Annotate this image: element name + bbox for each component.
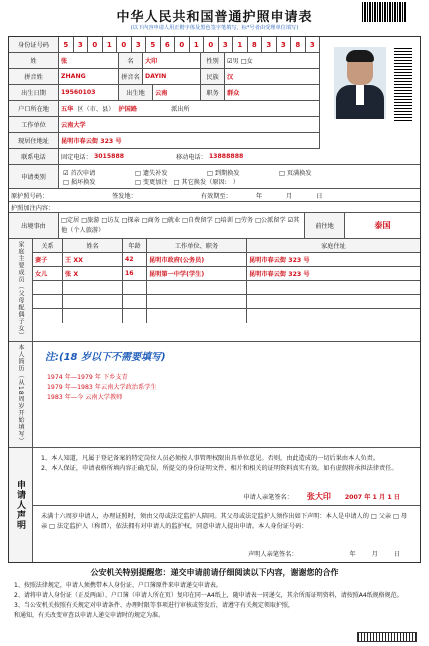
family-cell-addr[interactable]: 昆明市春云街 323 号 xyxy=(249,257,310,264)
position-label: 职务 xyxy=(201,85,225,100)
id-digit: 0 xyxy=(175,37,190,52)
personal-info-block xyxy=(9,37,420,149)
family-cell-work[interactable] xyxy=(147,295,247,308)
application-form xyxy=(8,36,421,563)
phone-label: 联系电话 xyxy=(9,149,59,164)
signature-line[interactable] xyxy=(243,492,400,503)
id-digit: 3 xyxy=(132,37,147,52)
id-digit: 3 xyxy=(74,37,89,52)
family-cell-work[interactable] xyxy=(147,309,247,323)
decl-month: 月 xyxy=(371,550,378,558)
family-cell-age[interactable]: 16 xyxy=(123,267,147,280)
sign-date: 2007 年 1 月 1 日 xyxy=(344,493,400,501)
old-passport-row xyxy=(9,189,420,201)
workunit-field[interactable]: 云南大学 xyxy=(61,122,86,129)
phone-field[interactable] xyxy=(59,149,420,164)
family-cell-addr[interactable]: 昆明市春云街 323 号 xyxy=(249,271,310,278)
destination-label: 前往地 xyxy=(305,213,345,238)
family-cell-name[interactable]: 张 X xyxy=(63,267,123,280)
family-row xyxy=(33,281,420,295)
purpose-options[interactable]: □定居 □旅游 □访友 □探亲 □商务 □就业 □自费留学 □培训 □劳务 □公派留学 ☑其他（个人旅游） xyxy=(59,213,305,238)
home-phone-value: 3015888 xyxy=(93,153,125,160)
gender-label: 性别 xyxy=(201,53,225,68)
note-item: 2、请将申请人身份证（正反两面）、户口簿（申请人所在页）复印在同一A4纸上，随申请表一同递交，其余所需证明资料，请按照A4纸规格规范。 xyxy=(14,592,403,599)
category-option[interactable]: □ 遗失补发 xyxy=(135,169,168,177)
old-passport-label: 原护照号码： xyxy=(11,192,49,200)
guardian-text: 未满十六周岁申请人，办理证照时，须由父母或法定监护人陪同。其父母或法定监护人须作出如下声明：本人是申请人的 □ 父亲 □ 母亲 □ 法定监护人（称谓），依法拥有对申请人的监护权，同意申请人提出申请。本人身份证号码： xyxy=(41,512,408,530)
hukou-road: 护国路 xyxy=(118,106,138,113)
family-cell-rel[interactable] xyxy=(33,295,63,308)
id-digit: 8 xyxy=(248,37,263,52)
barcode-image xyxy=(362,2,406,22)
declaration-item-1: 1、本人知道，凡属于登记备案的特定岗位人员必须按人事管理权限出具单位意见。否则，由此造成的一切后果由本人负责。 xyxy=(41,454,380,462)
declaration-section xyxy=(9,448,420,562)
signature: 张大印 xyxy=(306,491,331,501)
category-label: 申请类别 xyxy=(9,165,59,188)
family-cell-work[interactable]: 昆明第一中学(学生) xyxy=(147,267,247,280)
family-cell-rel[interactable]: 妻子 xyxy=(33,253,63,266)
birthplace-field[interactable]: 云南 xyxy=(153,85,201,100)
family-row xyxy=(33,253,420,267)
mobile-label: 移动电话： xyxy=(175,154,207,161)
note-item: 和通知，有关改变审查以申请人递交申请时的规定为准。 xyxy=(14,612,165,619)
vertical-barcode xyxy=(394,47,412,121)
pinyin-given-field[interactable]: DAYIN xyxy=(143,69,201,84)
family-cell-addr[interactable] xyxy=(247,281,420,294)
resume-line: 1983 年—今 云南大学教师 xyxy=(47,394,123,401)
id-digit: 3 xyxy=(277,37,292,52)
family-row xyxy=(33,295,420,309)
family-cell-name[interactable] xyxy=(63,281,123,294)
applicant-photo xyxy=(334,47,386,119)
resume-body[interactable] xyxy=(33,342,420,432)
surname-field[interactable]: 张 xyxy=(59,53,119,68)
guardian-declaration xyxy=(33,506,420,562)
resume-line: 1979 年—1983 年云南大学政治系学生 xyxy=(47,384,157,391)
gender-options[interactable]: ☑男 □女 xyxy=(227,58,253,65)
family-header: 年龄 xyxy=(123,239,147,252)
family-cell-age[interactable]: 42 xyxy=(123,253,147,266)
family-cell-name[interactable] xyxy=(63,309,123,323)
family-label: 家庭主要成员（父母配偶子女） xyxy=(9,239,33,341)
id-digit: 8 xyxy=(291,37,306,52)
hukou-field[interactable] xyxy=(59,101,319,116)
decl-day: 日 xyxy=(393,550,400,558)
family-header: 工作单位、职务 xyxy=(147,239,247,252)
family-header: 姓名 xyxy=(63,239,123,252)
family-cell-age[interactable] xyxy=(123,281,147,294)
family-header: 家庭住址 xyxy=(247,239,420,252)
pinyin-given-label: 拼音名 xyxy=(119,69,143,84)
hukou-label: 户口所在地 xyxy=(9,101,59,116)
category-option[interactable]: ☑ 首次申请 xyxy=(63,169,96,177)
family-table xyxy=(33,239,420,341)
declarant-sign-label: 声明人亲笔签名： xyxy=(248,550,298,558)
station-label: 派出所 xyxy=(171,106,190,113)
id-number-field[interactable] xyxy=(59,37,319,52)
resume-section xyxy=(9,342,420,448)
declaration-label: 申请人声明 xyxy=(9,448,33,562)
family-cell-name[interactable]: 王 XX xyxy=(63,253,123,266)
id-digit: 0 xyxy=(88,37,103,52)
id-digit: 1 xyxy=(233,37,248,52)
stamp-barcode xyxy=(357,632,417,642)
declarant-sign-line[interactable] xyxy=(248,550,400,560)
family-cell-age[interactable] xyxy=(123,295,147,308)
pinyin-surname-label: 拼音姓 xyxy=(9,69,59,84)
month-label: 月 xyxy=(286,192,293,200)
decl-year: 年 xyxy=(349,550,356,558)
category-option[interactable]: □ 到期换发 xyxy=(207,169,240,177)
ethnic-field[interactable]: 汉 xyxy=(227,74,234,81)
category-option[interactable]: □ 变更加注 xyxy=(135,178,168,186)
id-digit: 3 xyxy=(309,40,315,49)
position-field[interactable]: 群众 xyxy=(227,90,240,97)
footer-title: 公安机关特别提醒您：递交申请前请仔细阅读以下内容，谢谢您的合作 xyxy=(90,568,339,577)
note-item: 1、按照法律规定，申请人须携带本人身份证、户口簿原件来申请递交申请表。 xyxy=(14,582,222,589)
family-cell-name[interactable] xyxy=(63,295,123,308)
id-digit: 6 xyxy=(161,37,176,52)
ethnic-label: 民族 xyxy=(201,69,225,84)
family-cell-work[interactable] xyxy=(147,281,247,294)
family-row xyxy=(33,267,420,281)
given-label: 名 xyxy=(119,53,143,68)
id-digit: 1 xyxy=(103,37,118,52)
pinyin-surname-field[interactable]: ZHANG xyxy=(59,69,119,84)
home-phone-label: 固定电话： xyxy=(61,154,92,161)
id-digit: 0 xyxy=(117,37,132,52)
id-digit: 3 xyxy=(262,37,277,52)
photo-area xyxy=(319,37,420,149)
address-label: 现居住地址 xyxy=(9,133,59,148)
resume-note: 注:(18 岁以下不需要填写) xyxy=(45,352,166,363)
declaration-text xyxy=(33,448,420,506)
family-row xyxy=(33,309,420,323)
category-option[interactable]: □ 其它换发（原因: xyxy=(173,178,227,186)
category-options[interactable] xyxy=(59,165,420,188)
resume-line: 1974 年—1979 年 下乡支青 xyxy=(47,374,128,381)
notes-list xyxy=(14,581,419,621)
sign-label: 申请人亲笔签名： xyxy=(243,493,293,501)
id-digit: 1 xyxy=(190,37,205,52)
birth-date-label: 出生日期 xyxy=(9,85,59,100)
district-label: 区（市、县） xyxy=(77,106,115,113)
address-field[interactable]: 昆明市春云街 323 号 xyxy=(61,138,122,145)
note-item: 3、当公安机关按照有关规定对申请条件、办理时限等事项进行审核或签发后，请遵守有关规定领取护照， xyxy=(14,602,294,609)
surname-label: 姓 xyxy=(9,53,59,68)
remark-label: 护照加注内容： xyxy=(11,204,55,212)
birthplace-label: 出生地 xyxy=(119,85,153,100)
category-option[interactable]: □ 页满换发 xyxy=(279,169,312,177)
family-header: 关系 xyxy=(33,239,63,252)
given-field[interactable]: 大印 xyxy=(143,53,201,68)
category-option[interactable]: ） xyxy=(232,178,239,186)
family-section xyxy=(9,239,420,342)
family-cell-age[interactable] xyxy=(123,309,147,323)
declaration-item-2: 2、本人保证，申请表格所填内容正确无误，所提交的身份证明文件、相片和相关的证明资料真实有效。如有虚假将承担法律责任。 xyxy=(41,464,398,472)
workunit-label: 工作单位 xyxy=(9,117,59,132)
id-digit: 5 xyxy=(146,37,161,52)
destination-field[interactable]: 泰国 xyxy=(374,221,391,230)
resume-label: 本人简历（从18周岁开始填写） xyxy=(9,342,33,447)
id-digit: 3 xyxy=(219,37,234,52)
form-title: 中华人民共和国普通护照申请表 xyxy=(116,10,313,25)
family-cell-addr[interactable] xyxy=(247,309,420,323)
purpose-label: 出境事由 xyxy=(9,213,59,238)
valid-until-label: 有效期至： xyxy=(200,192,232,200)
family-cell-work[interactable]: 昆明市政府(公务员) xyxy=(147,253,247,266)
family-cell-addr[interactable] xyxy=(247,295,420,308)
birth-date-field[interactable]: 19560103 xyxy=(59,85,119,100)
id-label: 身份证号码 xyxy=(9,37,59,52)
mobile-value: 13888888 xyxy=(208,153,244,160)
id-digit: 0 xyxy=(204,37,219,52)
family-cell-rel[interactable] xyxy=(33,281,63,294)
hukou-city: 五华 xyxy=(61,106,74,113)
issue-place-label: 签发地： xyxy=(112,192,137,200)
family-cell-rel[interactable] xyxy=(33,309,63,323)
family-cell-rel[interactable]: 女儿 xyxy=(33,267,63,280)
id-digit: 5 xyxy=(59,37,74,52)
year-label: 年 xyxy=(255,192,262,200)
category-option[interactable]: □ 损坏换发 xyxy=(63,178,96,186)
form-subtitle: (以下内容申请人用正楷字体及黑色签字笔填写，标*号者由受理单位填写) xyxy=(130,25,299,31)
day-label: 日 xyxy=(316,192,323,200)
